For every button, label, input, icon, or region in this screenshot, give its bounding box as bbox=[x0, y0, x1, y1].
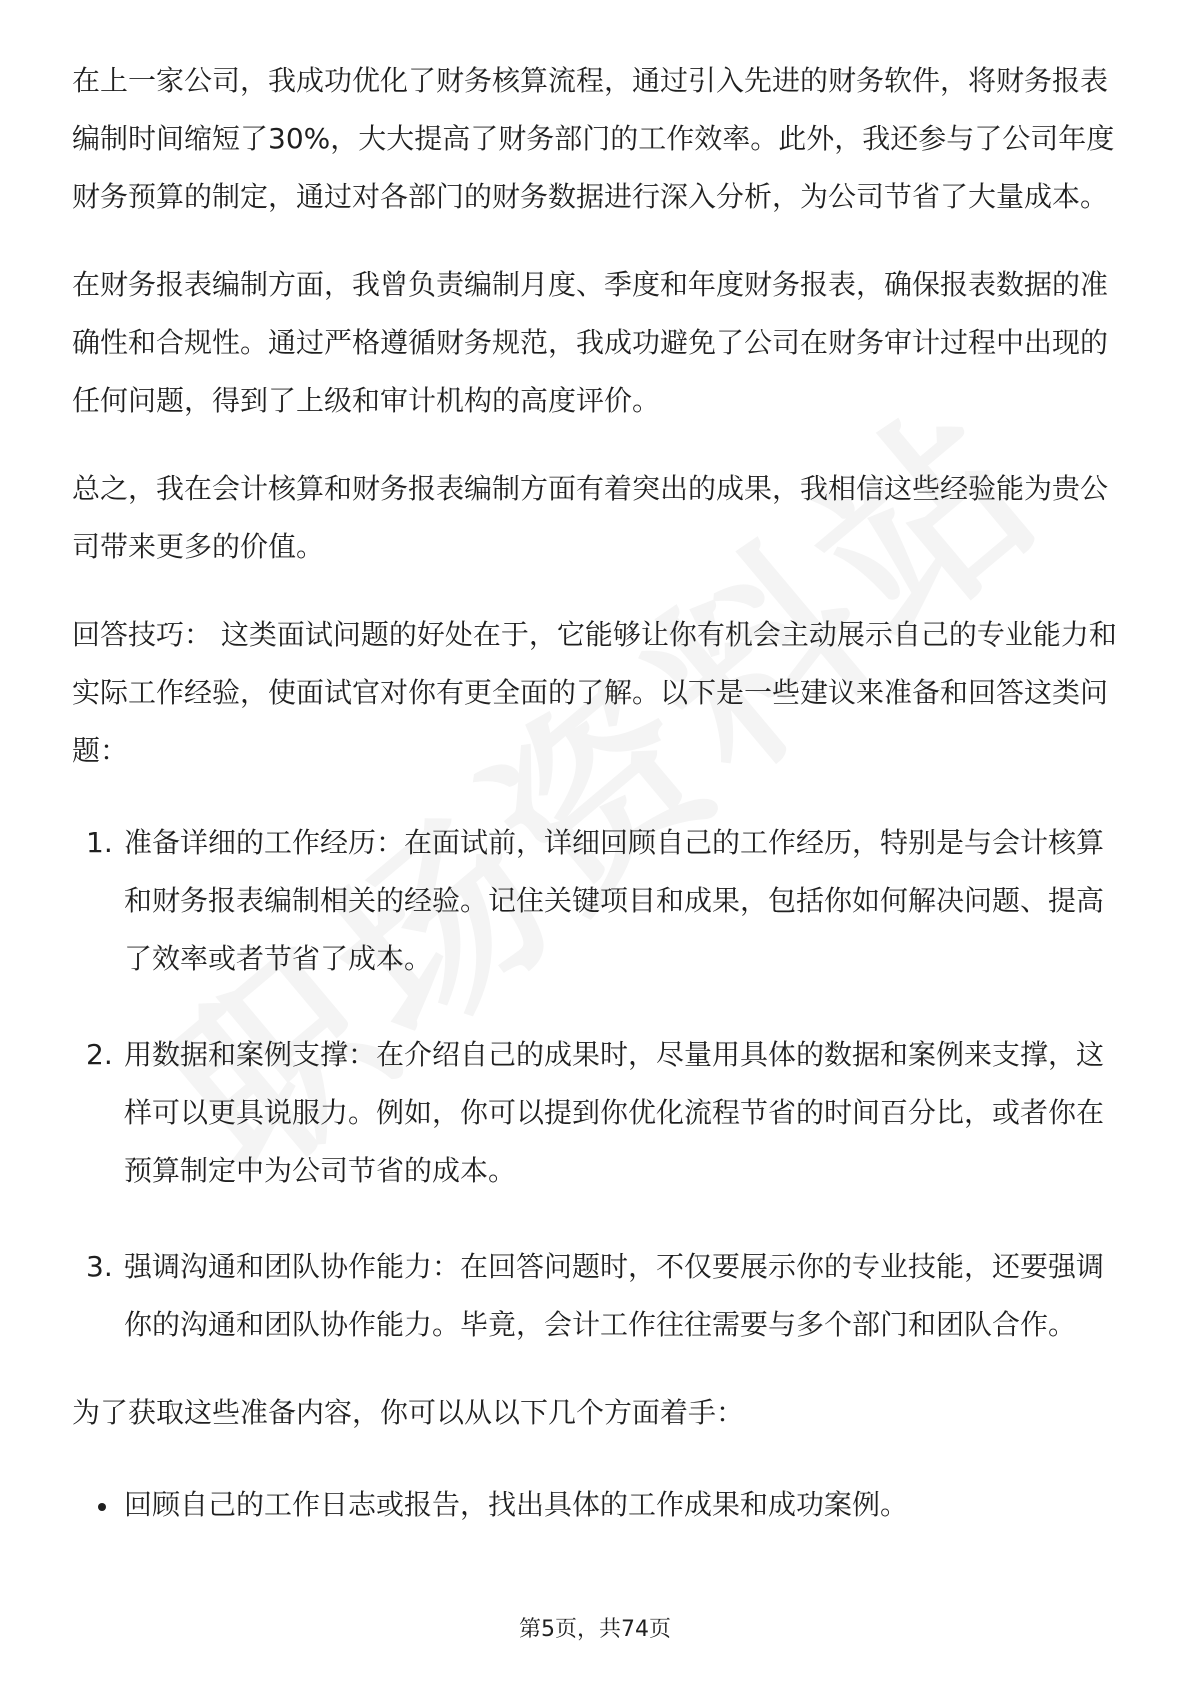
tip-text: 用数据和案例支撑：在介绍自己的成果时，尽量用具体的数据和案例来支撑，这样可以更具说服力。例如，你可以提到你优化流程节省的时间百分比，或者你在预算制定中为公司节省的成本。 bbox=[124, 1038, 1105, 1187]
tip-number: 1. bbox=[86, 826, 113, 859]
tip-text: 强调沟通和团队协作能力：在回答问题时，不仅要展示你的专业技能，还要强调你的沟通和团队协作能力。毕竟，会计工作往往需要与多个部门和团队合作。 bbox=[124, 1250, 1105, 1341]
paragraph-summary: 总之，我在会计核算和财务报表编制方面有着突出的成果，我相信这些经验能为贵公司带来更多的价值。 bbox=[72, 472, 1109, 563]
tip-number: 3. bbox=[86, 1250, 113, 1283]
paragraph-answer-tips: 回答技巧： 这类面试问题的好处在于，它能够让你有机会主动展示自己的专业能力和实际工作经验，使面试官对你有更全面的了解。以下是一些建议来准备和回答这类问题： bbox=[72, 618, 1117, 767]
tip-text: 准备详细的工作经历：在面试前，详细回顾自己的工作经历，特别是与会计核算和财务报表编制相关的经验。记住关键项目和成果，包括你如何解决问题、提高了效率或者节省了成本。 bbox=[124, 826, 1105, 975]
paragraph-reporting: 在财务报表编制方面，我曾负责编制月度、季度和年度财务报表，确保报表数据的准确性和合规性。通过严格遵循财务规范，我成功避免了公司在财务审计过程中出现的任何问题，得到了上级和审计机构的高度评价。 bbox=[72, 268, 1109, 417]
tip-item bbox=[72, 1238, 1122, 1354]
tip-item bbox=[72, 814, 1122, 988]
paragraph-achievements: 在上一家公司，我成功优化了财务核算流程，通过引入先进的财务软件，将财务报表编制时间缩短了30%，大大提高了财务部门的工作效率。此外，我还参与了公司年度财务预算的制定，通过对各部门的财务数据进行深入分析，为公司节省了大量成本。 bbox=[72, 64, 1115, 213]
tip-number: 2. bbox=[86, 1038, 113, 1071]
source-item bbox=[72, 1476, 1122, 1534]
page-footer: 第5页，共74页 bbox=[519, 1617, 671, 1642]
tip-item bbox=[72, 1026, 1122, 1200]
tips-list bbox=[72, 814, 1122, 1354]
paragraph-preparation: 为了获取这些准备内容，你可以从以下几个方面着手： bbox=[72, 1396, 745, 1429]
document-body bbox=[72, 52, 1122, 1534]
bullet-icon bbox=[98, 1503, 106, 1511]
source-text: 回顾自己的工作日志或报告，找出具体的工作成果和成功案例。 bbox=[124, 1488, 909, 1521]
sources-list bbox=[72, 1476, 1122, 1534]
